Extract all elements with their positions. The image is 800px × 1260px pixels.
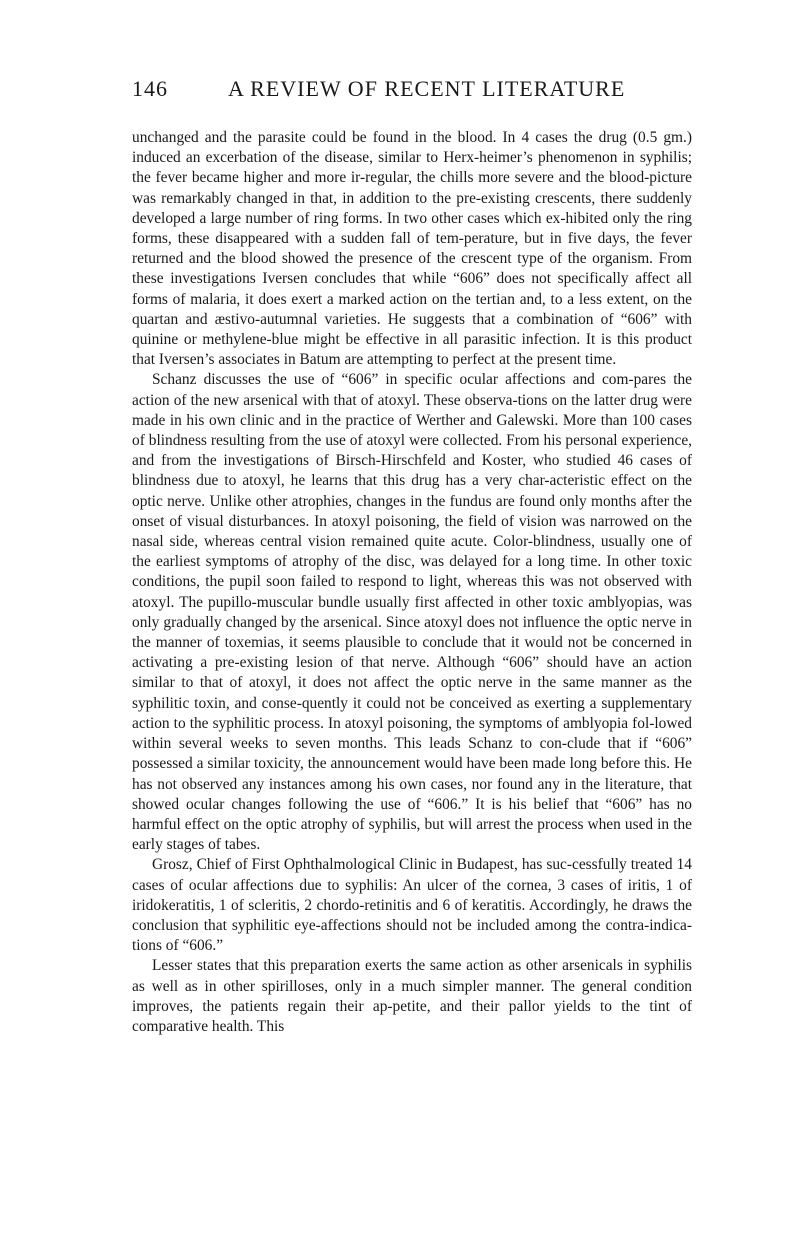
paragraph-grosz: Grosz, Chief of First Ophthalmological Clinic in Budapest, has suc-cessfully treated 14 cases of ocular affections due to syphilis: An ulcer of the cornea, 3 cases of iritis, 1 of iridokeratitis, 1 of scleritis, 2 chordo-retinitis and 6 of keratitis. Accordingly, he draws the conclusion that syphilitic eye-affections should not be included among the contra-indica-tions of “606.” <box>132 856 692 955</box>
paragraph-lesser: Lesser states that this preparation exerts the same action as other arsenicals in syphilis as well as in other spirilloses, only in a much simpler manner. The general condition improves, the patients regain their ap-petite, and their pallor yields to the tint of comparative health. This <box>132 957 692 1035</box>
page-number: 146 <box>132 76 168 101</box>
running-title: A REVIEW OF RECENT LITERATURE <box>228 76 626 101</box>
running-head <box>132 76 692 106</box>
body-text <box>132 128 692 1037</box>
paragraph-schanz: Schanz discusses the use of “606” in specific ocular affections and com-pares the action of the new arsenical with that of atoxyl. These observa-tions on the latter drug were made in his own clinic and in the practice of Werther and Galewski. More than 100 cases of blindness resulting from the use of atoxyl were collected. From his personal experience, and from the investigations of Birsch-Hirschfeld and Koster, who studied 46 cases of blindness due to atoxyl, he learns that this drug has a very char-acteristic effect on the optic nerve. Unlike other atrophies, changes in the fundus are found only months after the onset of visual disturbances. In atoxyl poisoning, the field of vision was narrowed on the nasal side, whereas central vision remained quite acute. Color-blindness, usually one of the earliest symptoms of atrophy of the disc, was delayed for a long time. In other toxic conditions, the pupil soon failed to respond to light, whereas this was not observed with atoxyl. The pupillo-muscular bundle usually first affected in other toxic amblyopias, was only gradually changed by the arsenical. Since atoxyl does not influence the optic nerve in the manner of toxemias, it seems plausible to conclude that it would not be concerned in activating a pre-existing lesion of that nerve. Although “606” should have an action similar to that of atoxyl, it does not affect the optic nerve in the same manner as the syphilitic toxin, and conse-quently it could not be conceived as exerting a supplementary action to the syphilitic process. In atoxyl poisoning, the symptoms of amblyopia fol-lowed within several weeks to seven months. This leads Schanz to con-clude that if “606” possessed a similar toxicity, the announcement would have been made long before this. He has not observed any instances among his own cases, nor found any in the literature, that showed ocular changes following the use of “606.” It is his belief that “606” has no harmful effect on the optic atrophy of syphilis, but will arrest the process when used in the early stages of tabes. <box>132 371 692 854</box>
paragraph-iversen-continued: unchanged and the parasite could be found in the blood. In 4 cases the drug (0.5 gm.) induced an excerbation of the disease, similar to Herx-heimer’s phenomenon in syphilis; the fever became higher and more ir-regular, the chills more severe and the blood-picture was remarkably changed in that, in addition to the pre-existing crescents, there suddenly developed a large number of ring forms. In two other cases which ex-hibited only the ring forms, these disappeared with a sudden fall of tem-perature, but in five days, the fever returned and the blood showed the presence of the crescent type of the organism. From these investigations Iversen concludes that while “606” does not specifically affect all forms of malaria, it does exert a marked action on the tertian and, to a less extent, on the quartan and æstivo-autumnal varieties. He suggests that a combination of “606” with quinine or methylene-blue might be effective in all parasitic infection. It is this product that Iversen’s associates in Batum are attempting to perfect at the present time. <box>132 129 692 369</box>
